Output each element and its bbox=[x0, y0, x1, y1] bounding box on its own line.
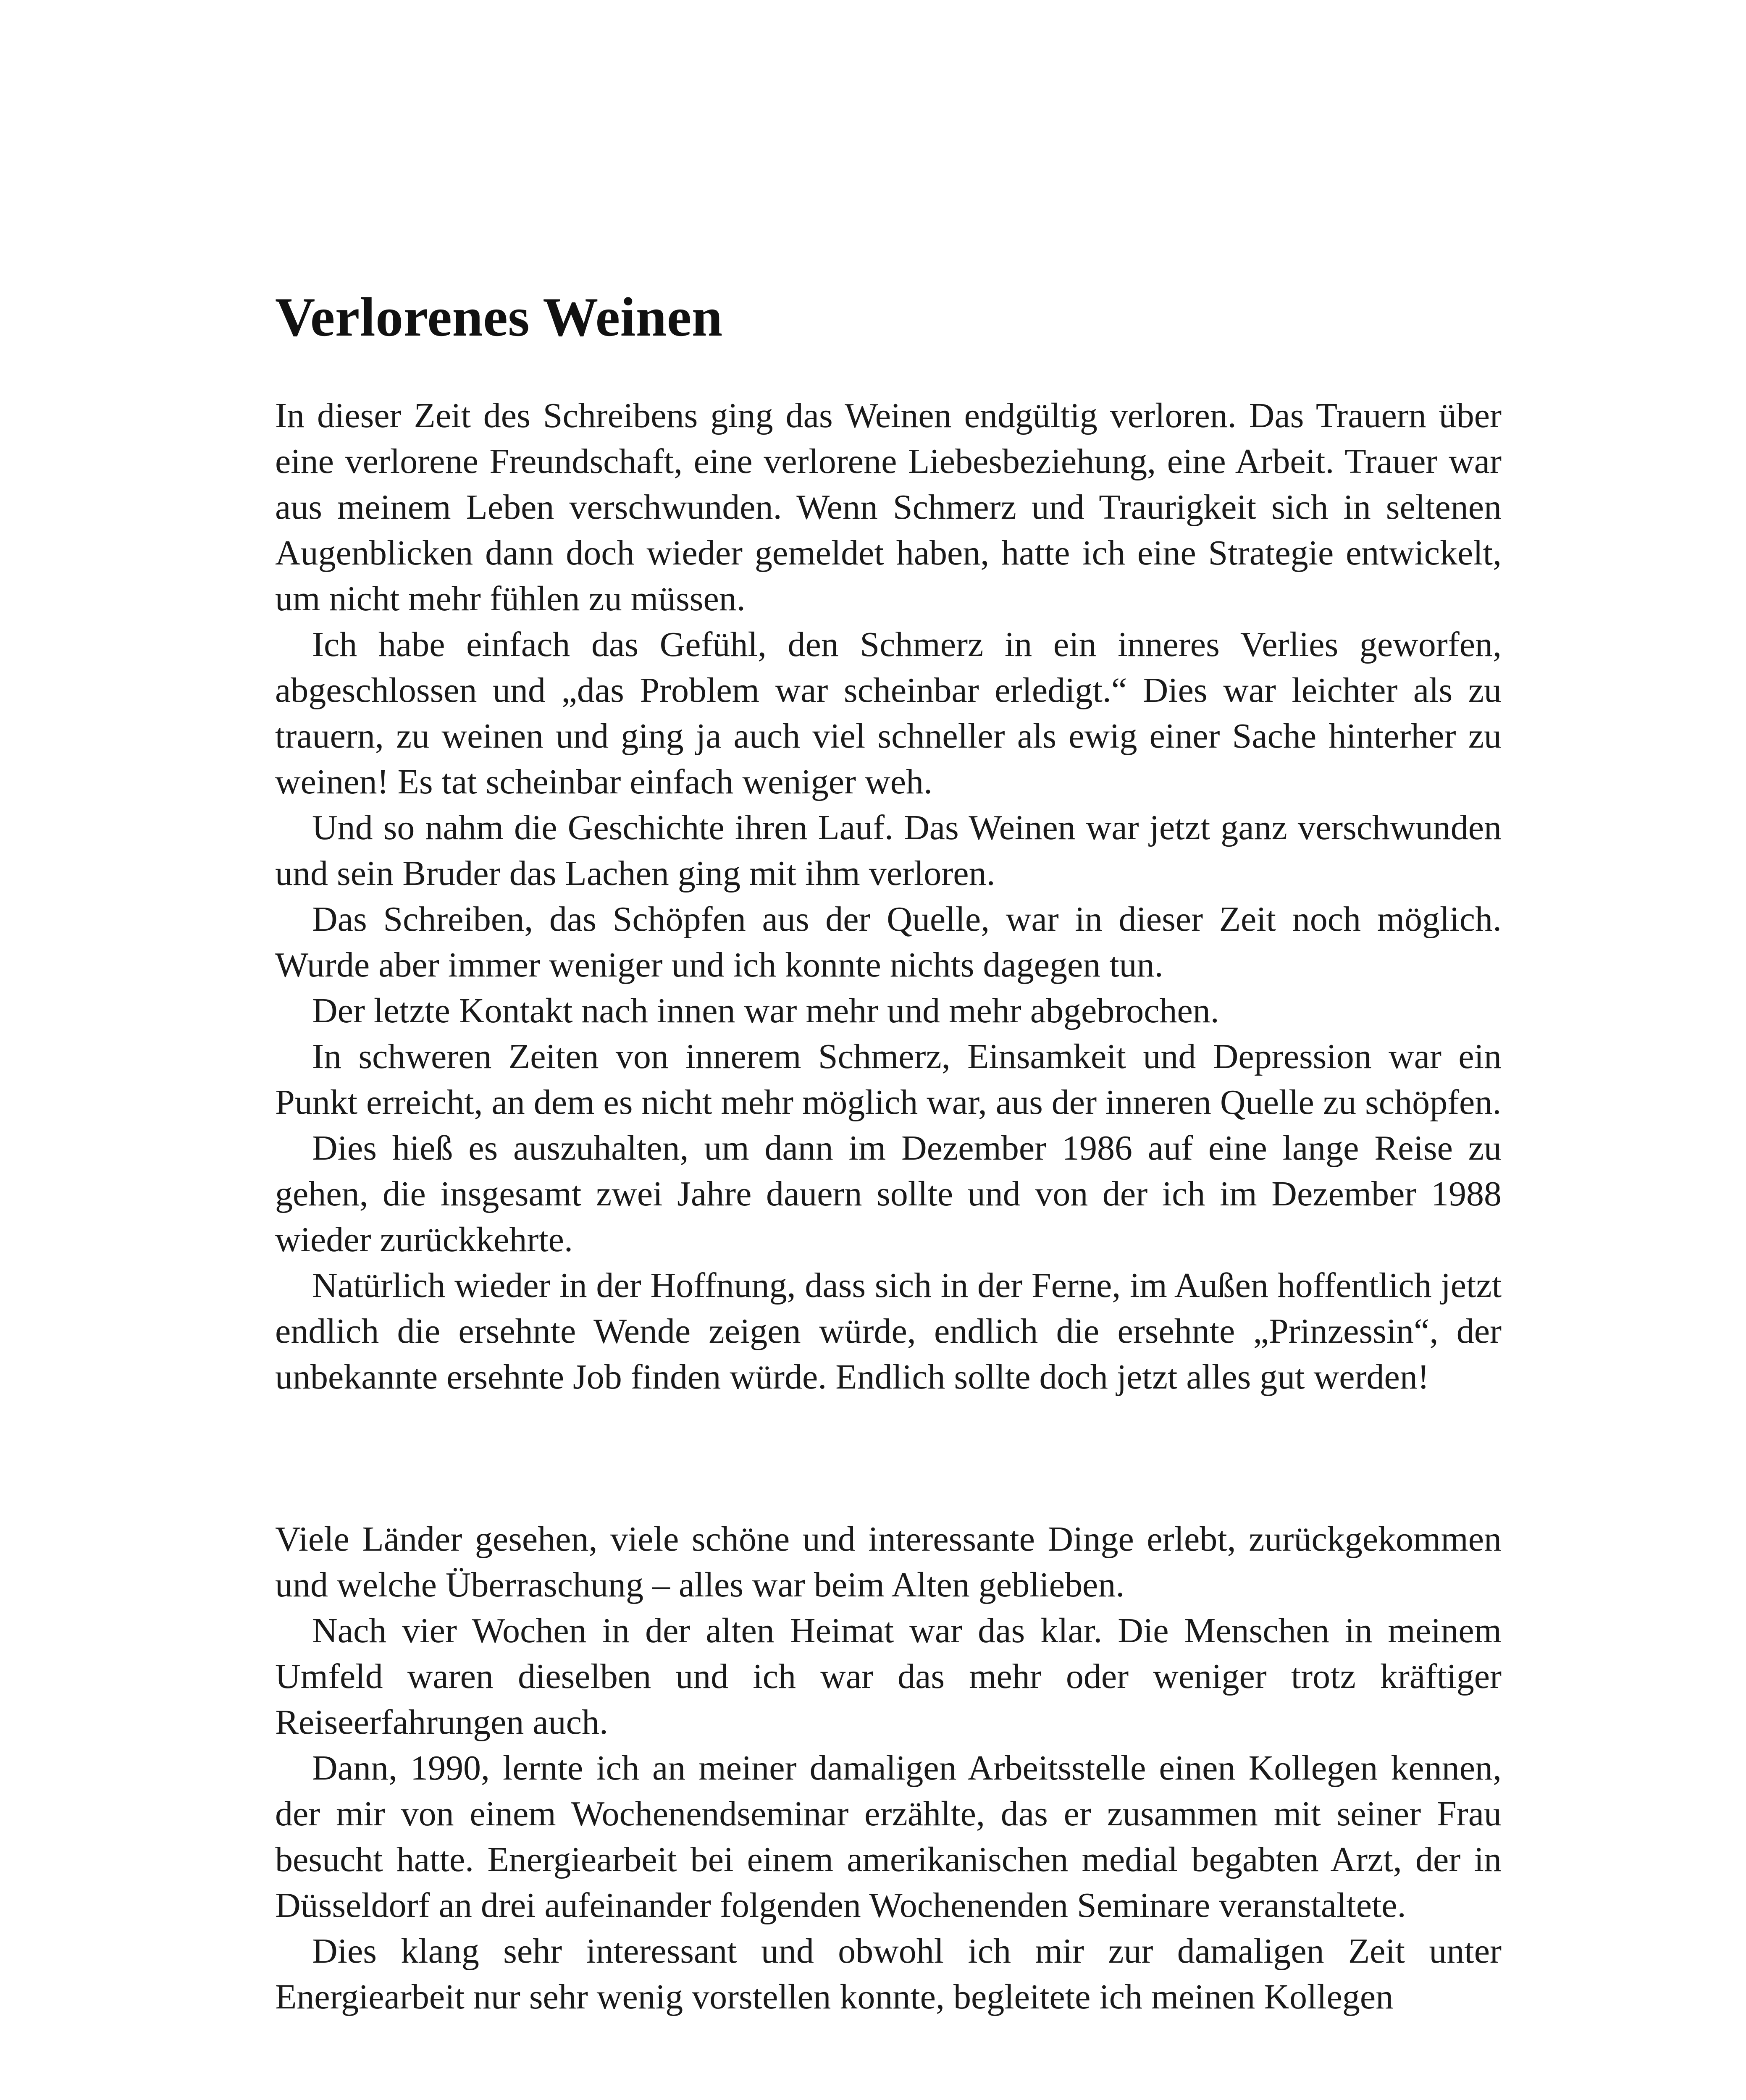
paragraph: Der letzte Kontakt nach innen war mehr und mehr abgebrochen. bbox=[312, 991, 1219, 1030]
paragraph: Ich habe einfach das Gefühl, den Schmerz in ein inneres Verlies geworfen, abgeschlossen und „das Problem war scheinbar erledigt.“ Dies war leichter als zu trauern, zu weinen und ging ja auch viel schneller als ewig einer Sache hinterher zu weinen! Es tat scheinbar einfach weniger weh. bbox=[275, 625, 1502, 801]
paragraph: Natürlich wieder in der Hoffnung, dass sich in der Ferne, im Außen hoffentlich jetzt endlich die ersehnte Wende zeigen würde, endlich die ersehnte „Prinzessin“, der unbekannte ersehnte Job finden würde. Endlich sollte doch jetzt alles gut werden! bbox=[275, 1266, 1502, 1396]
paragraph: Und so nahm die Geschichte ihren Lauf. Das Weinen war jetzt ganz verschwunden und sein Bruder das Lachen ging mit ihm verloren. bbox=[275, 808, 1502, 893]
paragraph: Viele Länder gesehen, viele schöne und interessante Dinge erlebt, zurückgekommen und welche Überraschung – alles war beim Alten geblieben. bbox=[275, 1520, 1502, 1604]
paragraph: Das Schreiben, das Schöpfen aus der Quelle, war in dieser Zeit noch möglich. Wurde aber immer weniger und ich konnte nichts dagegen tun. bbox=[275, 900, 1502, 984]
chapter-title: Verlorenes Weinen bbox=[275, 286, 723, 348]
body-section-2 bbox=[275, 1516, 1502, 2020]
paragraph: In dieser Zeit des Schreibens ging das Weinen endgültig verloren. Das Trauern über eine verlorene Freundschaft, eine verlorene Liebesbeziehung, eine Arbeit. Trauer war aus meinem Leben verschwunden. Wenn Schmerz und Traurigkeit sich in seltenen Augenblicken dann doch wieder gemeldet haben, hatte ich eine Strategie entwickelt, um nicht mehr fühlen zu müssen. bbox=[275, 396, 1502, 618]
paragraph: Dann, 1990, lernte ich an meiner damaligen Arbeitsstelle einen Kollegen kennen, der mir von einem Wochenendseminar erzählte, das er zusammen mit seiner Frau besucht hatte. Energiearbeit bei einem amerikanischen medial begabten Arzt, der in Düsseldorf an drei aufeinander folgenden Wochenenden Seminare veranstaltete. bbox=[275, 1748, 1502, 1925]
paragraph: Dies hieß es auszuhalten, um dann im Dezember 1986 auf eine lange Reise zu gehen, die insgesamt zwei Jahre dauern sollte und von der ich im Dezember 1988 wieder zurückkehrte. bbox=[275, 1129, 1502, 1259]
paragraph: In schweren Zeiten von innerem Schmerz, Einsamkeit und Depression war ein Punkt erreicht, an dem es nicht mehr möglich war, aus der inneren Quelle zu schöpfen. bbox=[275, 1037, 1502, 1122]
paragraph: Dies klang sehr interessant und obwohl ich mir zur damaligen Zeit unter Energiearbeit nur sehr wenig vorstellen konnte, begleitete ich meinen Kollegen bbox=[275, 1932, 1502, 2016]
paragraph: Nach vier Wochen in der alten Heimat war das klar. Die Menschen in meinem Umfeld waren dieselben und ich war das mehr oder weniger trotz kräftiger Reiseerfahrungen auch. bbox=[275, 1611, 1502, 1742]
body-section-1 bbox=[275, 393, 1502, 1400]
